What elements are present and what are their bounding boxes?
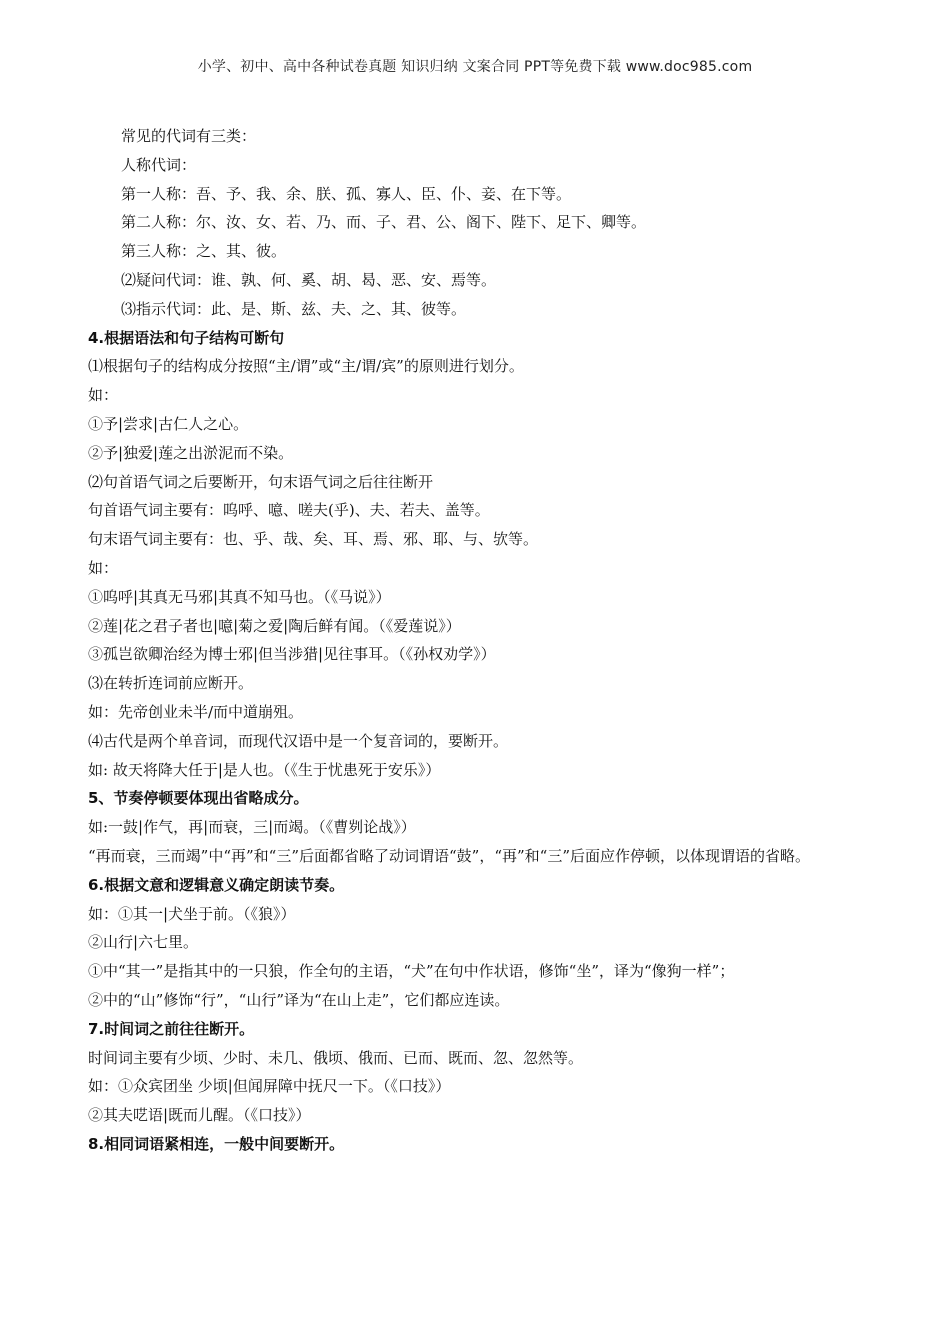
text-line: ⑵疑问代词：谁、孰、何、奚、胡、曷、恶、安、焉等。 xyxy=(121,270,497,289)
text-paragraph: “再而衰，三而竭”中“再”和“三”后面都省略了动词谓语“鼓”，“再”和“三”后面应作停顿，以体现谓语的省略。 xyxy=(88,846,811,865)
text-line: ⑷古代是两个单音词，而现代汉语中是一个复音词的，要断开。 xyxy=(88,731,509,750)
text-line: ①予|尝求|古仁人之心。 xyxy=(88,414,249,433)
text-line: 常见的代词有三类： xyxy=(121,127,257,145)
text-line: 如:一鼓|作气，再|而衰，三|而竭。（《曹刿论战》） xyxy=(88,818,416,837)
text-line: 句末语气词主要有：也、乎、哉、矣、耳、焉、邪、耶、与、欤等。 xyxy=(88,530,539,549)
text-line: 如： xyxy=(88,386,119,405)
text-line: 如：先帝创业未半/而中道崩殂。 xyxy=(88,702,304,721)
text-line: 句首语气词主要有：呜呼、噫、嗟夫(乎)、夫、若夫、盖等。 xyxy=(88,501,490,520)
text-line: ②予|独爱|莲之出淤泥而不染。 xyxy=(88,443,294,462)
text-line: 如：①众宾团坐 少顷|但闻屏障中抚尺一下。（《口技》） xyxy=(88,1077,451,1096)
text-line: 如： xyxy=(88,558,119,577)
section-heading: 4.根据语法和句子结构可断句 xyxy=(88,328,285,347)
text-line: ⑶指示代词：此、是、斯、兹、夫、之、其、彼等。 xyxy=(121,299,467,318)
text-line: 人称代词： xyxy=(121,155,197,174)
text-line: ⑵句首语气词之后要断开，句末语气词之后往往断开 xyxy=(88,472,434,491)
text-line: 第二人称：尔、汝、女、若、乃、而、子、君、公、阁下、陛下、足下、卿等。 xyxy=(121,213,647,232)
text-line: ②山行|六七里。 xyxy=(88,933,199,952)
text-line: 时间词主要有少顷、少时、未几、俄顷、俄而、已而、既而、忽、忽然等。 xyxy=(88,1048,584,1067)
text-line: ⑴根据句子的结构成分按照“主/谓”或“主/谓/宾”的原则进行划分。 xyxy=(88,357,524,376)
section-heading: 6.根据文意和逻辑意义确定朗读节奏。 xyxy=(88,875,345,894)
text-line: ②中的“山”修饰“行”，“山行”译为“在山上走”，它们都应连读。 xyxy=(88,990,510,1009)
text-line: 第一人称：吾、予、我、余、朕、孤、寡人、臣、仆、妾、在下等。 xyxy=(121,184,572,203)
text-paragraph: ①中“其一”是指其中的一只狼，作全句的主语，“犬”在句中作状语，修饰“坐”，译为“像狗一样”； xyxy=(88,962,735,981)
section-heading: 7.时间词之前往往断开。 xyxy=(88,1019,255,1038)
text-line: 如：①其一|犬坐于前。（《狼》） xyxy=(88,904,296,923)
section-heading: 8.相同词语紧相连，一般中间要断开。 xyxy=(88,1134,345,1153)
text-line: 如: 故天将降大任于|是人也。（《生于忧患死于安乐》） xyxy=(88,760,441,779)
page-header: 小学、初中、高中各种试卷真题 知识归纳 文案合同 PPT等免费下载 www.doc985.com xyxy=(197,59,753,75)
text-line: ②其夫呓语|既而儿醒。（《口技》） xyxy=(88,1106,311,1125)
text-line: ②莲|花之君子者也|噫|菊之爱|陶后鲜有闻。（《爱莲说》） xyxy=(88,616,461,635)
section-heading: 5、节奏停顿要体现出省略成分。 xyxy=(88,789,309,808)
document-body xyxy=(88,122,868,1159)
text-line: 第三人称：之、其、彼。 xyxy=(121,242,287,261)
text-line: ③孤岂欲卿治经为博士邪|但当涉猎|见往事耳。（《孙权劝学》） xyxy=(88,645,496,664)
text-line: ⑶在转折连词前应断开。 xyxy=(88,674,254,693)
text-line: ①呜呼|其真无马邪|其真不知马也。（《马说》） xyxy=(88,587,391,606)
